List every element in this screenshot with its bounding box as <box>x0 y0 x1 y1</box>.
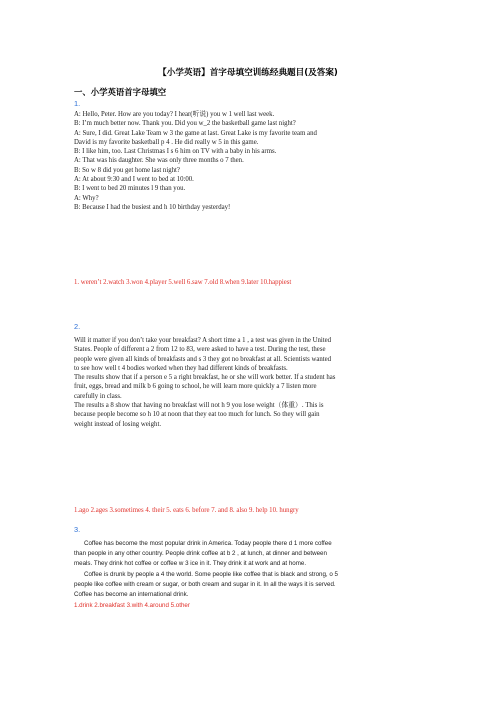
passage-line: A: Hello, Peter. How are you today? I hear(听说) you w 1 well last week. <box>74 111 275 118</box>
passage-line: people like coffee with cream or sugar, or both cream and sugar in it. In all the ways it is served. <box>74 580 336 588</box>
question-1-answer: 1. weren’t 2.watch 3.won 4.player 5.well 6.saw 7.old 8.when 9.later 10.happiest <box>74 279 292 286</box>
passage-line: A: Sure, I did. Great Lake Team w 3 the game at last. Great Lake is my favorite team and <box>74 129 317 137</box>
passage-line: B: I like him, too. Last Christmas I s 6 him on TV with a baby in his arms. <box>74 148 277 156</box>
passage-line: A: That was his daughter. She was only three months o 7 then. <box>74 157 244 165</box>
question-2-number: 2. <box>74 322 81 331</box>
question-2-passage <box>74 336 426 429</box>
passage-line: because people become so h 10 at noon that they eat too much for lunch. So they will gain <box>74 411 320 419</box>
passage-line: The results a 8 show that having no breakfast will not h 9 you lose weight（体重）. This is <box>74 402 324 410</box>
passage-line: meals. They drink hot coffee or coffee w 3 ice in it. They drink it at work and at home. <box>74 560 307 568</box>
page-title: 【小学英语】首字母填空训练经典题目(及答案) <box>158 68 338 78</box>
passage-line: carefully in class. <box>74 392 122 400</box>
question-3-passage <box>74 539 426 600</box>
passage-line: than people in any other country. People drink coffee at b 2 , at lunch, at dinner and between <box>74 550 327 558</box>
question-1-number: 1. <box>74 99 81 108</box>
passage-line: A: At about 9:30 and I went to bed at 10:00. <box>74 176 194 184</box>
question-2-answer: 1.ago 2.ages 3.sometimes 4. their 5. eats 6. before 7. and 8. also 9. help 10. hungry <box>74 507 299 514</box>
passage-line: Coffee has become an international drink. <box>74 591 189 599</box>
passage-line: B: So w 8 did you get home last night? <box>74 166 180 174</box>
passage-line: Will it matter if you don’t take your breakfast? A short time a 1 , a test was given in the United <box>74 337 332 344</box>
passage-line: States. People of different a 2 from 12 to 83, were asked to have a test. During the test, these <box>74 346 326 354</box>
passage-line: The results show that if a person e 5 a right breakfast, he or she will work better. If a student has <box>74 374 336 382</box>
section-heading: 一、小学英语首字母填空 <box>74 87 167 97</box>
passage-line: A: Why? <box>74 194 99 202</box>
passage-line: B: I’m much better now. Thank you. Did you w_2 the basketball game last night? <box>74 120 296 128</box>
question-3-number: 3. <box>74 525 81 534</box>
passage-line: B: I went to bed 20 minutes l 9 than you. <box>74 185 186 193</box>
passage-line: fruit, eggs, bread and milk b 6 going to school, he will learn more quickly a 7 listen more <box>74 383 317 391</box>
question-3-answer: 1.drink 2.breakfast 3.with 4.around 5.other <box>74 602 190 609</box>
passage-line: David is my favorite basketball p 4 . He did really w 5 in this game. <box>74 138 259 146</box>
passage-line: people were given all kinds of breakfasts and s 3 they got no breakfast at all. Scientists wanted <box>74 355 332 363</box>
passage-line: to see how well t 4 bodies worked when they had different kinds of breakfasts. <box>74 364 288 372</box>
question-1-passage <box>74 110 426 212</box>
passage-line: weight instead of losing weight. <box>74 420 162 428</box>
passage-line: Coffee is drunk by people a 4 the world. Some people like coffee that is black and strong, o 5 <box>84 570 338 578</box>
passage-line: Coffee has become the most popular drink in America. Today people there d 1 more coffee <box>84 540 332 547</box>
passage-line: B: Because I had the busiest and h 10 birthday yesterday! <box>74 203 231 211</box>
